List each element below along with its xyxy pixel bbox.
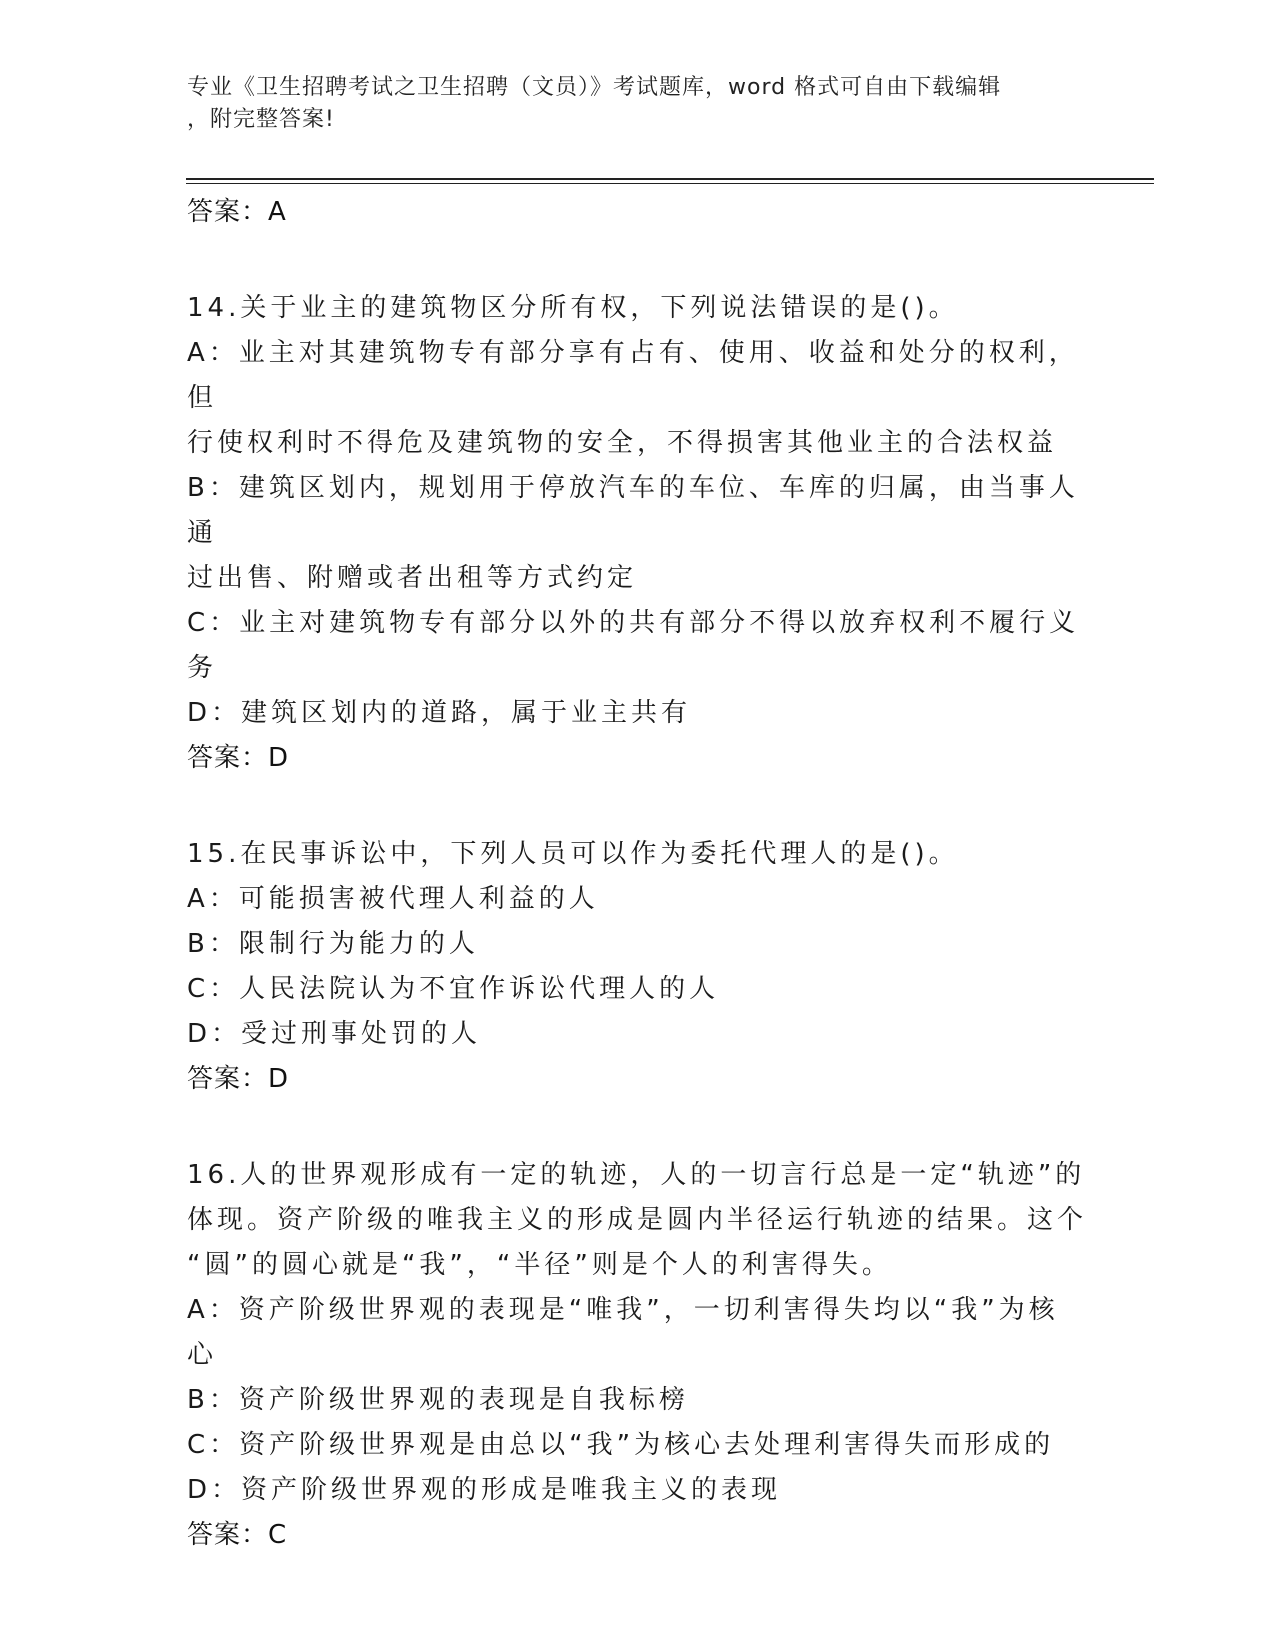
option-a: A：业主对其建筑物专有部分享有占有、使用、收益和处分的权利，但 (187, 338, 1079, 413)
option-c: C：资产阶级世界观是由总以“我”为核心去处理利害得失而形成的 (187, 1430, 1055, 1460)
question-content (187, 190, 1087, 1557)
answer-line: 答案：C (187, 1520, 288, 1550)
option-c: C：业主对建筑物专有部分以外的共有部分不得以放弃权利不履行义务 (187, 608, 1080, 683)
answer-line: 答案：D (187, 1064, 290, 1094)
option-a: A：资产阶级世界观的表现是“唯我”，一切利害得失均以“我”为核 (187, 1295, 1059, 1325)
page-header (187, 72, 1067, 136)
question-stem-continued: 体现。资产阶级的唯我主义的形成是圆内半径运行轨迹的结果。这个 (187, 1205, 1088, 1235)
header-line-2: ，附完整答案! (187, 107, 335, 132)
question-block-15 (187, 832, 1087, 1101)
answer-line: 答案：D (187, 743, 290, 773)
question-stem-continued: “圆”的圆心就是“我”，“半径”则是个人的利害得失。 (187, 1250, 892, 1280)
option-a-continued: 行使权利时不得危及建筑物的安全，不得损害其他业主的合法权益 (187, 428, 1058, 458)
option-a: A：可能损害被代理人利益的人 (187, 884, 599, 914)
question-stem: 14.关于业主的建筑物区分所有权，下列说法错误的是()。 (187, 293, 959, 323)
question-block-14 (187, 286, 1087, 780)
question-block-16 (187, 1153, 1087, 1557)
question-stem: 16.人的世界观形成有一定的轨迹，人的一切言行总是一定“轨迹”的 (187, 1160, 1086, 1190)
option-d: D：受过刑事处罚的人 (187, 1019, 482, 1049)
header-rule-thick (186, 178, 1154, 180)
option-d: D：资产阶级世界观的形成是唯我主义的表现 (187, 1475, 782, 1505)
option-a-continued: 心 (187, 1340, 218, 1370)
option-b: B：限制行为能力的人 (187, 929, 479, 959)
option-d: D：建筑区划内的道路，属于业主共有 (187, 698, 692, 728)
option-b: B：资产阶级世界观的表现是自我标榜 (187, 1385, 689, 1415)
header-rule-thin (186, 183, 1154, 184)
option-c: C：人民法院认为不宜作诉讼代理人的人 (187, 974, 720, 1004)
answer-line: 答案：A (187, 197, 287, 227)
header-line-1: 专业《卫生招聘考试之卫生招聘（文员）》考试题库，word 格式可自由下载编辑 (187, 75, 1002, 100)
option-b-continued: 过出售、附赠或者出租等方式约定 (187, 563, 638, 593)
option-b: B：建筑区划内，规划用于停放汽车的车位、车库的归属，由当事人通 (187, 473, 1079, 548)
question-stem: 15.在民事诉讼中，下列人员可以作为委托代理人的是()。 (187, 839, 959, 869)
